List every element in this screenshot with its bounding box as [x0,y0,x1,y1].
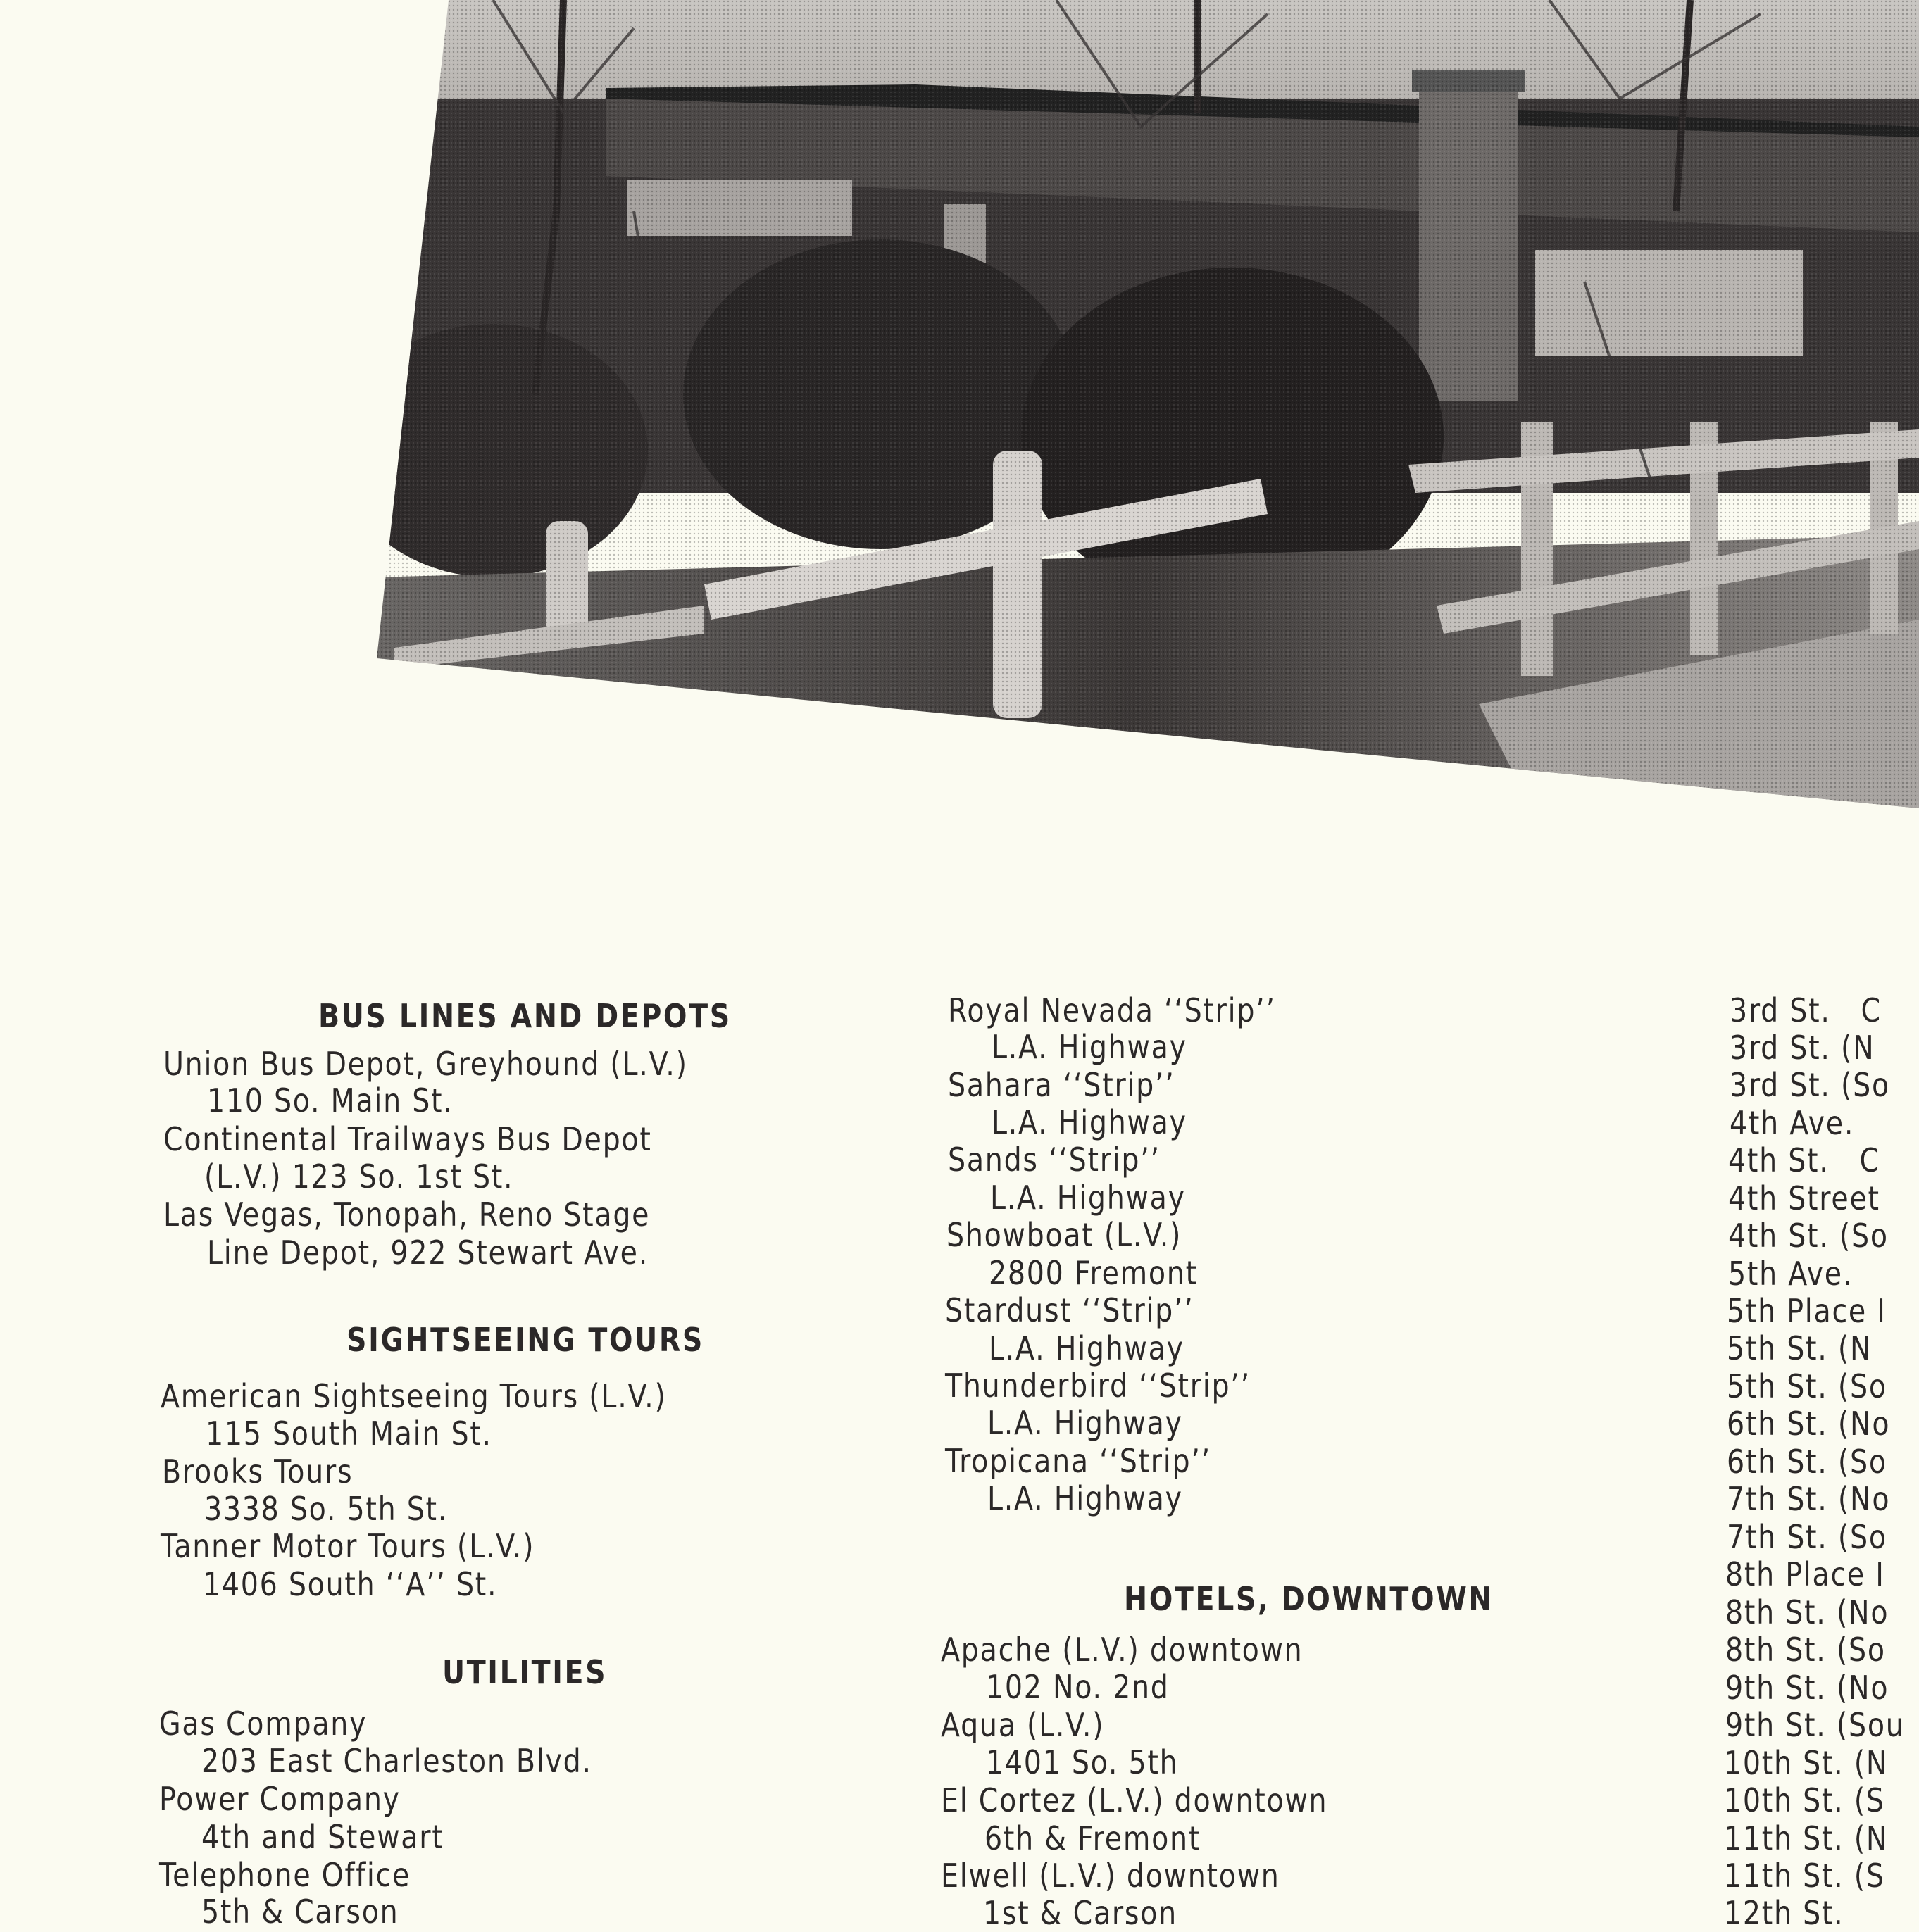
entry-name: Gas Company [159,1705,368,1743]
street-entry: 3rd St. C [1730,991,1882,1029]
entry-address: L.A. Highway [987,1479,1183,1517]
entry-name: Elwell (L.V.) downtown [941,1857,1280,1895]
entry-address: 2800 Fremont [989,1254,1198,1292]
entry-name: Showboat (L.V.) [946,1216,1182,1254]
street-entry: 4th St. C [1728,1141,1880,1179]
street-entry: 9th St. (No [1725,1669,1889,1707]
entry-address: 115 South Main St. [206,1414,492,1453]
street-entry: 11th St. (N [1724,1819,1889,1857]
entry-address: 4th and Stewart [201,1818,444,1856]
entry-address: 110 So. Main St. [207,1081,454,1119]
entry-name: Royal Nevada ‘‘Strip’’ [948,991,1276,1029]
section-heading-hotels-downtown: HOTELS, DOWNTOWN [1124,1580,1494,1618]
entry-address: 1406 South ‘‘A’’ St. [203,1565,498,1603]
street-entry: 3rd St. (So [1730,1066,1890,1104]
street-entry: 5th St. (N [1727,1329,1873,1367]
entry-address: L.A. Highway [990,1179,1186,1217]
section-heading-sightseeing: SIGHTSEEING TOURS [346,1321,704,1359]
street-entry: 5th St. (So [1727,1367,1887,1405]
entry-address: Line Depot, 922 Stewart Ave. [207,1234,649,1272]
entry-address: 1401 So. 5th [986,1743,1179,1781]
street-entry: 4th Ave. [1730,1104,1855,1142]
entry-address: L.A. Highway [992,1028,1187,1066]
street-entry: 8th Place I [1725,1555,1885,1593]
entry-name: Las Vegas, Tonopah, Reno Stage [163,1196,651,1234]
entry-address: 5th & Carson [201,1893,399,1931]
section-heading-bus-lines: BUS LINES AND DEPOTS [318,997,732,1035]
entry-address: 3338 So. 5th St. [204,1490,449,1528]
street-entry: 11th St. (S [1724,1857,1885,1895]
street-entry: 7th St. (No [1727,1480,1891,1518]
street-entry: 9th St. (Sou [1725,1706,1905,1744]
entry-name: Sahara ‘‘Strip’’ [948,1066,1175,1104]
photo-content [338,0,1919,845]
street-entry: 10th St. (S [1724,1781,1885,1819]
street-entry: 8th St. (So [1725,1631,1886,1669]
entry-address: (L.V.) 123 So. 1st St. [204,1158,514,1196]
street-entry: 4th St. (So [1728,1217,1889,1255]
street-entry: 10th St. (N [1724,1744,1889,1782]
entry-address: 203 East Charleston Blvd. [201,1742,592,1780]
section-heading-utilities: UTILITIES [442,1653,608,1691]
entry-address: 102 No. 2nd [986,1668,1170,1706]
street-entry: 6th St. (No [1727,1405,1891,1443]
entry-address: 1st & Carson [983,1894,1177,1932]
entry-name: Union Bus Depot, Greyhound (L.V.) [163,1045,688,1083]
entry-address: L.A. Highway [987,1404,1183,1442]
entry-name: Thunderbird ‘‘Strip’’ [945,1367,1251,1405]
entry-address: 6th & Fremont [984,1819,1201,1857]
entry-name: Tanner Motor Tours (L.V.) [161,1527,535,1565]
entry-name: Tropicana ‘‘Strip’’ [945,1442,1211,1480]
entry-name: Telephone Office [159,1856,411,1894]
entry-name: American Sightseeing Tours (L.V.) [161,1377,667,1415]
street-entry: 4th Street [1728,1179,1880,1217]
street-entry: 6th St. (So [1727,1443,1887,1481]
street-entry: 8th St. (No [1725,1593,1889,1631]
entry-name: El Cortez (L.V.) downtown [941,1781,1328,1819]
street-entry: 7th St. (So [1727,1518,1887,1556]
entry-name: Aqua (L.V.) [941,1706,1105,1744]
entry-name: Stardust ‘‘Strip’’ [945,1291,1194,1329]
entry-name: Apache (L.V.) downtown [941,1631,1304,1669]
entry-name: Power Company [159,1780,401,1818]
entry-address: L.A. Highway [992,1103,1187,1141]
street-entry: 5th Place I [1727,1292,1887,1330]
street-entry: 3rd St. (N [1730,1029,1875,1067]
house-photo [0,0,1919,845]
entry-address: L.A. Highway [989,1329,1184,1367]
entry-name: Sands ‘‘Strip’’ [948,1141,1161,1179]
street-entry: 12th St. [1724,1894,1844,1932]
street-entry: 5th Ave. [1728,1255,1854,1293]
entry-name: Brooks Tours [162,1453,354,1491]
entry-name: Continental Trailways Bus Depot [163,1120,652,1158]
